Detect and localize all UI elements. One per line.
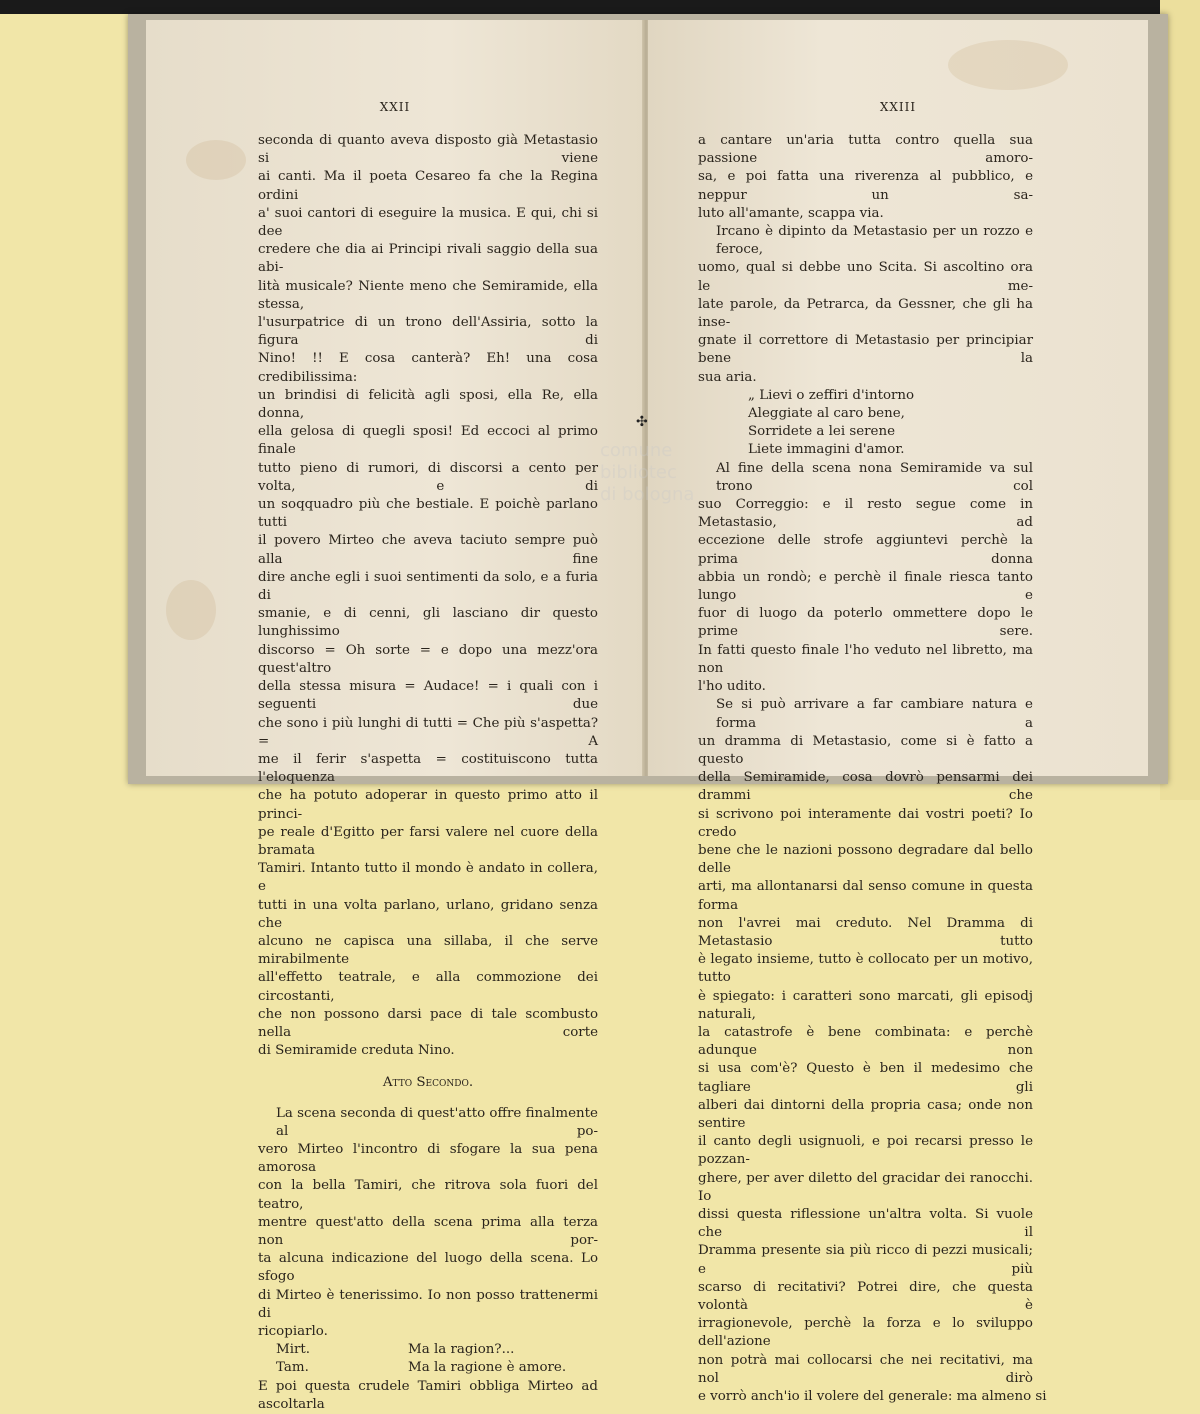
text-line: ta alcuna indicazione del luogo della scena. Lo sfogo <box>258 1251 598 1285</box>
text-line: ella gelosa di quegli sposi! Ed eccoci al primo finale <box>258 424 598 458</box>
text-line: discorso = Oh sorte = e dopo una mezz'ora quest'altro <box>258 642 598 676</box>
text-line: seconda di quanto aveva disposto già Metastasio si viene <box>258 133 598 167</box>
page-number: XXIII <box>879 100 917 114</box>
text-line: me il ferir s'aspetta = costituiscono tutta l'eloquenza <box>258 751 598 786</box>
right-paragraph-2 <box>698 223 1033 387</box>
text-line: è legato insieme, tutto è collocato per un motivo, tutto <box>698 952 1033 986</box>
text-line: si scrivono poi interamente dai vostri poeti? Io credo <box>698 806 1033 840</box>
text-line: late parole, da Petrarca, da Gessner, che gli ha inse- <box>698 296 1033 331</box>
dialog-line <box>258 1341 598 1359</box>
text-line: non potrà mai collocarsi che nei recitativi, ma nol dirò <box>698 1352 1033 1386</box>
watermark-line: bibliotec <box>600 462 677 483</box>
text-line: fuor di luogo da poterlo ommettere dopo le prime sere. <box>698 606 1033 640</box>
text-line: scarso di recitativi? Potrei dire, che questa volontà è <box>698 1279 1033 1313</box>
left-page-text <box>258 132 598 1414</box>
text-line: Se si può arrivare a far cambiare natura e forma a <box>716 697 1033 731</box>
dialog-speaker: Mirt. <box>276 1342 311 1358</box>
text-line: ricopiarlo. <box>258 1324 328 1339</box>
text-line: alcuno ne capisca una sillaba, il che serve mirabilmente <box>258 933 598 968</box>
text-line: tutti in una volta parlano, urlano, gridano senza che <box>258 897 598 931</box>
right-paragraph-4 <box>698 696 1047 1406</box>
text-line: alberi dai dintorni della propria casa; onde non sentire <box>698 1097 1033 1131</box>
paper-stain <box>948 40 1068 90</box>
text-line: di Semiramide creduta Nino. <box>258 1043 455 1059</box>
text-line: della Semiramide, cosa dovrò pensarmi dei drammi che <box>698 770 1033 804</box>
text-line: che non possono darsi pace di tale scombusto nella corte <box>258 1006 598 1040</box>
paper-stain <box>166 580 216 640</box>
text-line: Tamiri. Intanto tutto il mondo è andato in collera, e <box>258 861 598 895</box>
right-page <box>648 20 1148 1405</box>
dialog-block <box>258 1341 598 1377</box>
text-line: un soqquadro più che bestiale. E poichè parlano tutti <box>258 497 598 531</box>
library-watermark <box>600 440 694 506</box>
text-line: smanie, e di cenni, gli lasciano dir questo lunghissimo <box>258 606 598 640</box>
dialog-text: Ma la ragion?... <box>408 1342 515 1358</box>
text-line: con la bella Tamiri, che ritrova sola fuori del teatro, <box>258 1178 598 1212</box>
open-book <box>128 14 1168 1412</box>
text-line: Dramma presente sia più ricco di pezzi musicali; e più <box>698 1243 1033 1277</box>
text-line: sa, e poi fatta una riverenza al pubblico, e neppur un sa- <box>698 169 1033 203</box>
verse-line: Liete immagini d'amor. <box>748 442 905 458</box>
text-line: non l'avrei mai creduto. Nel Dramma di Metastasio tutto <box>698 915 1033 949</box>
text-line: e vorrò anch'io il volere del generale: ma almeno si <box>698 1389 1047 1405</box>
text-line: mentre quest'atto della scena prima alla terza non por- <box>258 1214 598 1248</box>
text-line: all'effetto teatrale, e alla commozione dei circostanti, <box>258 970 598 1004</box>
text-line: ai canti. Ma il poeta Cesareo fa che la Regina ordini <box>258 169 598 203</box>
text-line: vero Mirteo l'incontro di sfogare la sua pena amorosa <box>258 1141 598 1176</box>
watermark-line: comune <box>600 440 673 461</box>
text-line: eccezione delle strofe aggiuntevi perchè la prima donna <box>698 533 1033 567</box>
text-line: che ha potuto adoperar in questo primo atto il princi- <box>258 788 598 822</box>
watermark-line: di bologna <box>600 484 695 505</box>
text-line: E poi questa crudele Tamiri obbliga Mirteo ad ascoltarla <box>258 1378 598 1412</box>
text-line: a' suoi cantori di eseguire la musica. E qui, chi si dee <box>258 205 598 240</box>
dialog-line <box>258 1359 598 1377</box>
text-line: arti, ma allontanarsi dal senso comune in questa forma <box>698 879 1033 913</box>
text-line: un dramma di Metastasio, come si è fatto a questo <box>698 733 1033 767</box>
text-line: l'ho udito. <box>698 679 766 695</box>
page-number: XXII <box>379 100 411 114</box>
text-line: dire anche egli i suoi sentimenti da solo, e a furia di <box>258 569 598 604</box>
dialog-speaker: Tam. <box>276 1360 309 1376</box>
text-line: irragionevole, perchè la forza e lo sviluppo dell'azione <box>698 1316 1033 1350</box>
backdrop-top <box>0 0 1200 14</box>
text-line: che sono i più lunghi di tutti = Che più s'aspetta? = A <box>258 715 598 749</box>
text-line: lità musicale? Niente meno che Semiramide, ella stessa, <box>258 278 598 312</box>
text-line: gnate il correttore di Metastasio per principiar bene la <box>698 333 1033 367</box>
text-line: luto all'amante, scappa via. <box>698 205 884 221</box>
text-line: Nino! !! E cosa canterà? Eh! una cosa credibilissima: <box>258 351 598 385</box>
pin-mark-icon: ✣ <box>636 414 648 430</box>
text-line: credere che dia ai Principi rivali saggio della sua abi- <box>258 242 598 276</box>
verse-line: Aleggiate al caro bene, <box>748 406 905 422</box>
text-line: ghere, per aver diletto del gracidar dei ranocchi. Io <box>698 1170 1033 1204</box>
text-line: l'usurpatrice di un trono dell'Assiria, sotto la figura di <box>258 315 598 349</box>
text-line: il canto degli usignuoli, e poi recarsi presso le pozzan- <box>698 1134 1033 1168</box>
right-paragraph-1 <box>698 132 1033 223</box>
right-paragraph-3 <box>698 460 1033 697</box>
left-paragraph-2 <box>258 1105 598 1342</box>
text-line: un brindisi di felicità agli sposi, ella Re, ella donna, <box>258 387 598 422</box>
verse-line: „ Lievi o zeffiri d'intorno <box>748 387 915 403</box>
right-page-text <box>698 132 1047 1406</box>
text-line: della stessa misura = Audace! = i quali con i seguenti due <box>258 679 598 713</box>
text-line: uomo, qual si debbe uno Scita. Si ascoltino ora le me- <box>698 260 1033 294</box>
text-line: In fatti questo finale l'ho veduto nel libretto, ma non <box>698 642 1033 676</box>
text-line: sua aria. <box>698 369 757 385</box>
left-paragraph-1 <box>258 132 598 1060</box>
paper-stain <box>186 140 246 180</box>
text-line: abbia un rondò; e perchè il finale riesca tanto lungo e <box>698 569 1033 604</box>
text-line: tutto pieno di rumori, di discorsi a cento per volta, e di <box>258 460 598 494</box>
text-line: La scena seconda di quest'atto offre finalmente al po- <box>276 1105 598 1139</box>
text-line: si usa com'è? Questo è ben il medesimo che tagliare gli <box>698 1061 1033 1095</box>
text-line: il povero Mirteo che aveva taciuto sempre può alla fine <box>258 533 598 567</box>
text-line: la catastrofe è bene combinata: e perchè adunque non <box>698 1024 1033 1059</box>
text-line: pe reale d'Egitto per farsi valere nel cuore della bramata <box>258 824 598 858</box>
text-line: suo Correggio: e il resto segue come in Metastasio, ad <box>698 497 1033 531</box>
text-line: di Mirteo è tenerissimo. Io non posso trattenermi di <box>258 1287 598 1321</box>
text-line: a cantare un'aria tutta contro quella sua passione amoro- <box>698 133 1033 167</box>
text-line: Al fine della scena nona Semiramide va sul trono col <box>716 460 1033 494</box>
text-line: è spiegato: i caratteri sono marcati, gli episodj naturali, <box>698 988 1033 1022</box>
text-line: bene che le nazioni possono degradare dal bello delle <box>698 842 1033 877</box>
text-line: dissi questa riflessione un'altra volta. Si vuole che il <box>698 1206 1033 1241</box>
dialog-text: Ma la ragione è amore. <box>408 1360 567 1376</box>
text-line: Ircano è dipinto da Metastasio per un rozzo e feroce, <box>716 224 1033 258</box>
left-page <box>146 20 644 1412</box>
verse-block <box>698 387 1033 460</box>
act-heading: Atto Secondo. <box>382 1075 474 1091</box>
verse-line: Sorridete a lei serene <box>748 424 896 440</box>
